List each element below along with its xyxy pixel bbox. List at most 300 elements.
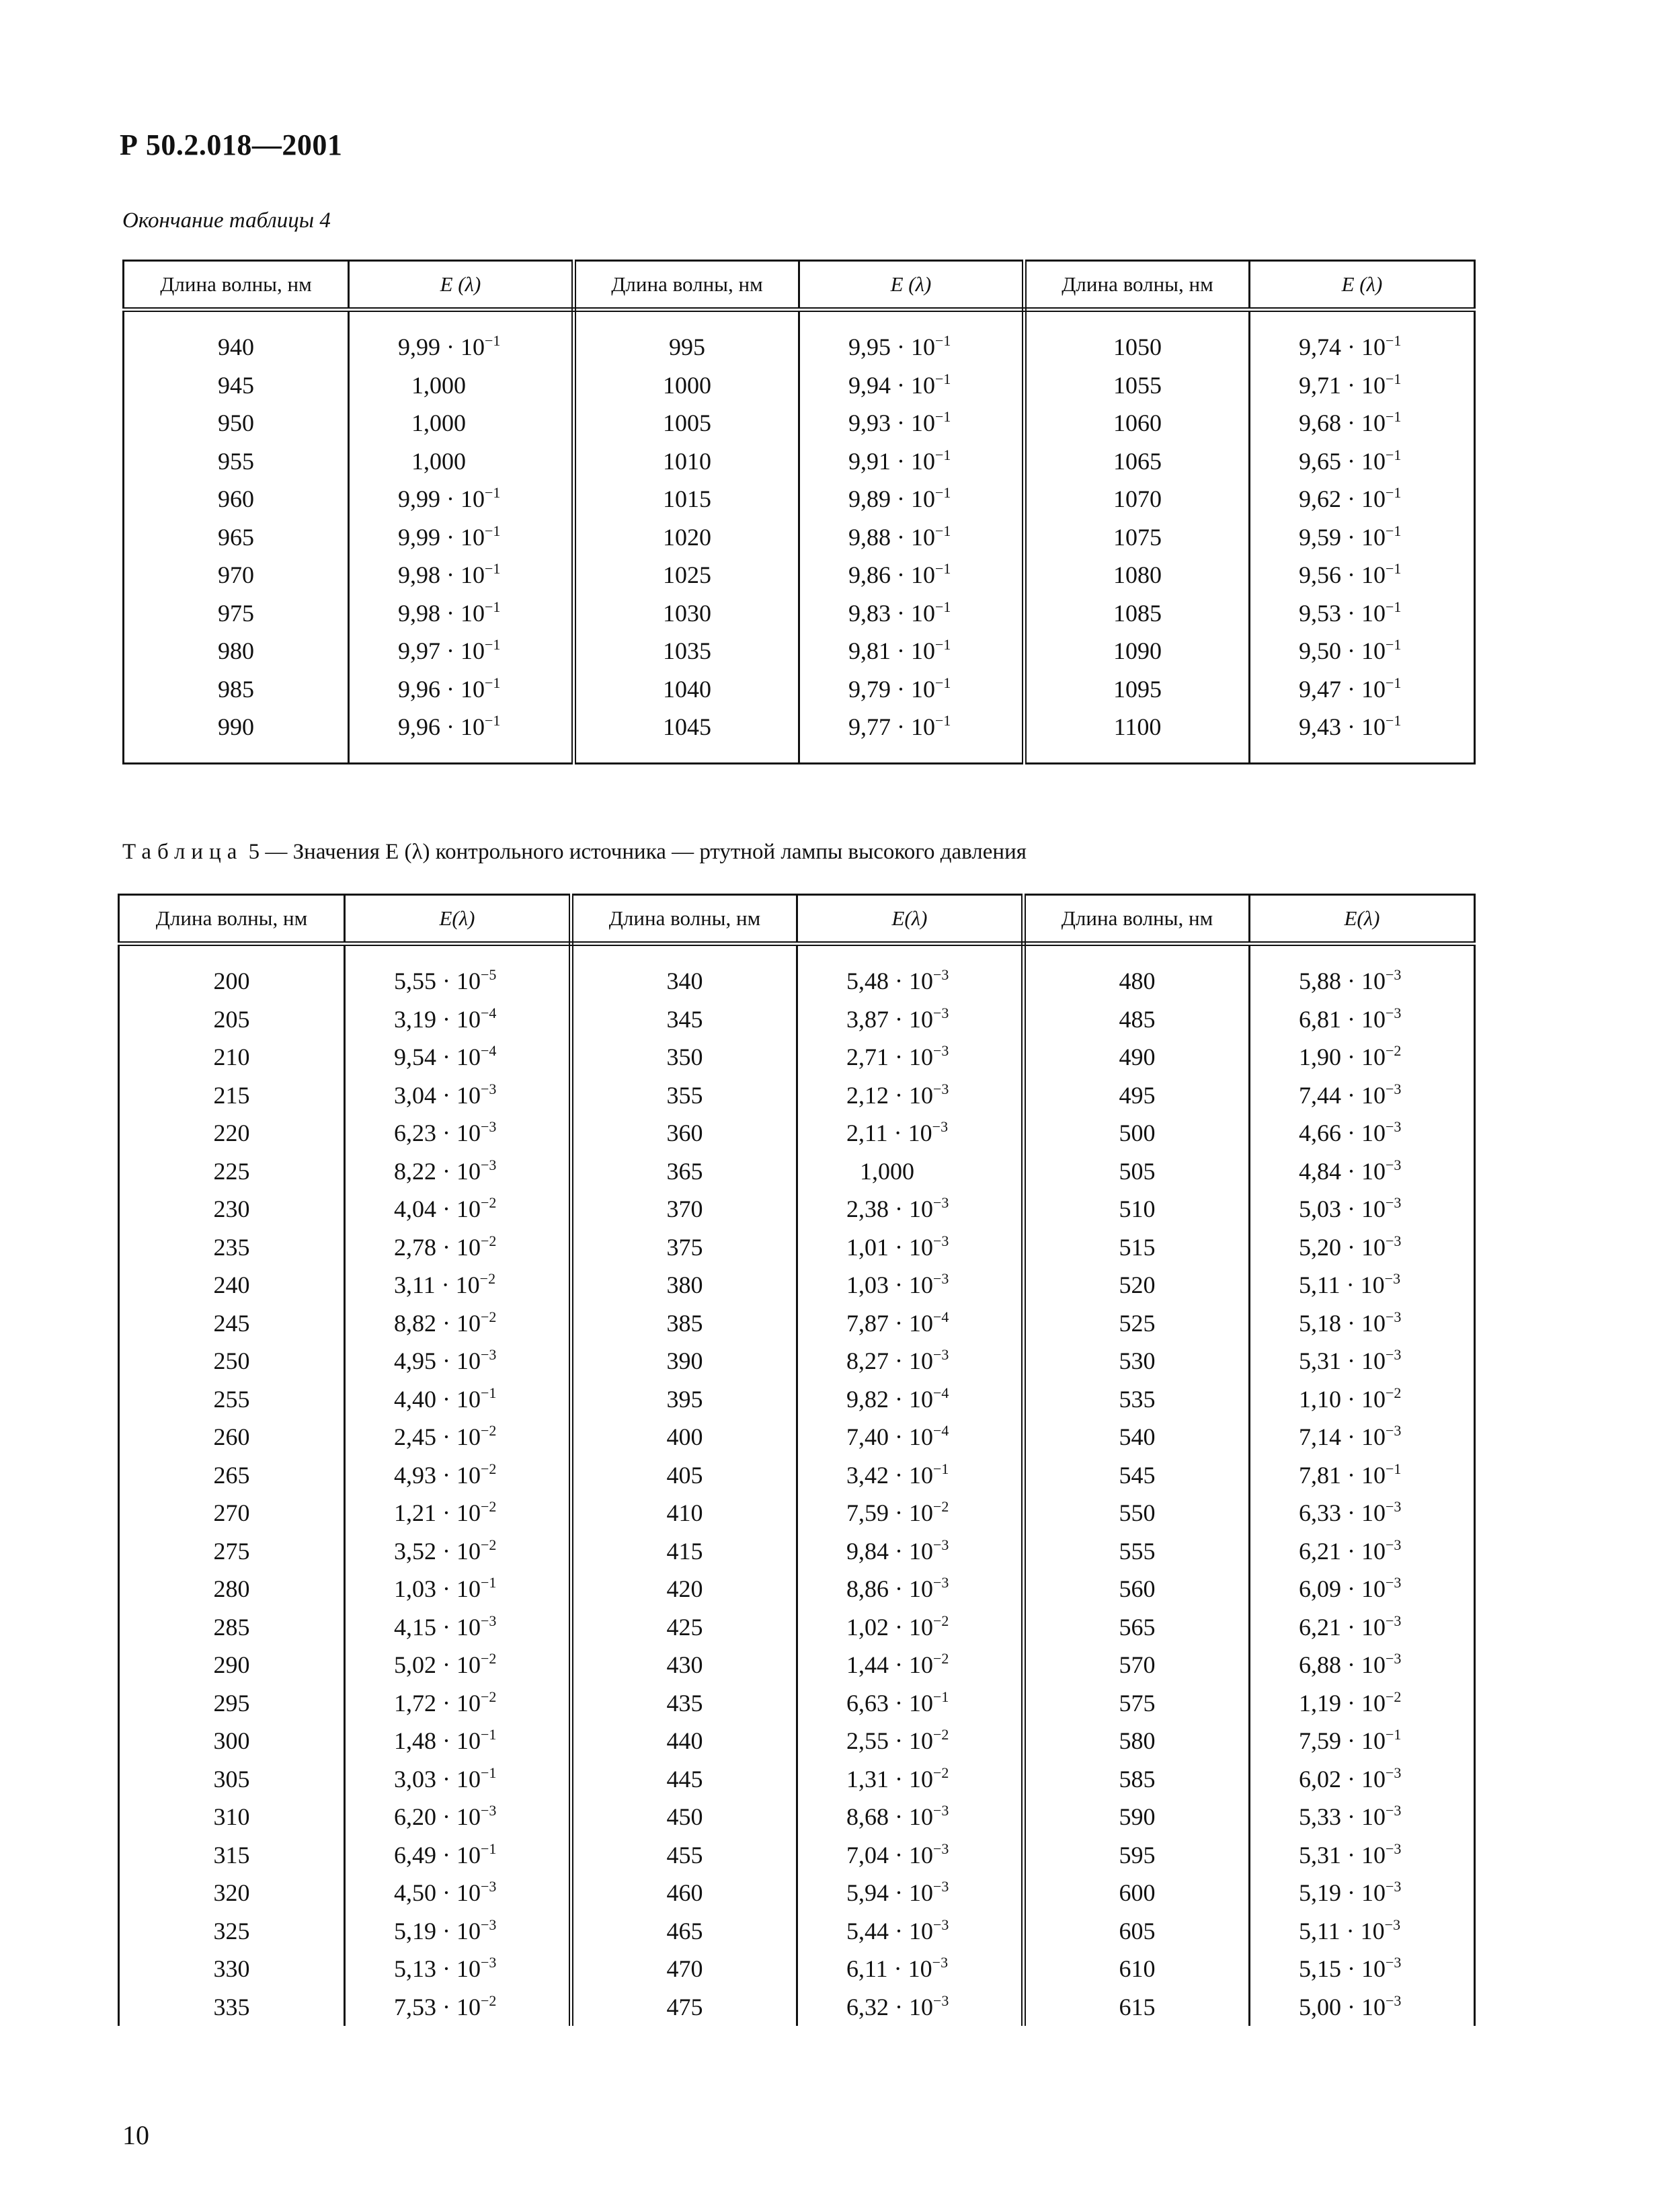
value-mantissa: 9,65 · 10	[1299, 447, 1386, 475]
table-row	[119, 1038, 1475, 1076]
table-row	[119, 1760, 1475, 1799]
wavelength-cell: 415	[571, 1532, 797, 1571]
irradiance-cell	[345, 1798, 571, 1836]
wavelength-cell: 1000	[574, 366, 799, 405]
irradiance-cell	[797, 1076, 1024, 1115]
wavelength-cell: 425	[571, 1608, 797, 1647]
value-mantissa: 2,45 · 10	[394, 1423, 481, 1451]
value-mantissa: 5,31 · 10	[1299, 1841, 1386, 1869]
value-exponent: −1	[1386, 522, 1402, 539]
irradiance-cell	[1250, 1000, 1475, 1039]
value-mantissa: 1,02 · 10	[846, 1613, 933, 1641]
irradiance-cell	[799, 328, 1025, 366]
value-mantissa: 8,68 · 10	[846, 1803, 933, 1831]
value-mantissa: 2,38 · 10	[846, 1195, 933, 1223]
wavelength-cell: 1050	[1025, 328, 1250, 366]
value-exponent: −2	[933, 1764, 949, 1781]
column-header-irradiance: E(λ)	[1250, 895, 1475, 944]
irradiance-cell	[1250, 1304, 1475, 1343]
value-exponent: −1	[485, 332, 501, 350]
irradiance-cell	[345, 1038, 571, 1076]
irradiance-cell	[345, 1836, 571, 1875]
value-mantissa: 7,04 · 10	[846, 1841, 933, 1869]
wavelength-cell: 275	[119, 1532, 345, 1571]
value-mantissa: 2,55 · 10	[846, 1727, 933, 1755]
wavelength-cell: 1090	[1025, 632, 1250, 670]
irradiance-cell	[1250, 1494, 1475, 1532]
value-exponent: −1	[1386, 446, 1402, 463]
value-mantissa: 9,47 · 10	[1299, 675, 1386, 703]
table-row	[124, 556, 1475, 594]
value-exponent: −1	[485, 560, 501, 578]
value-mantissa: 9,54 · 10	[394, 1044, 481, 1071]
wavelength-cell: 1030	[574, 594, 799, 633]
irradiance-cell	[799, 518, 1025, 557]
value-exponent: −2	[481, 1536, 497, 1553]
table-5	[118, 894, 1476, 2026]
table-row	[119, 1228, 1475, 1267]
value-exponent: −3	[933, 1878, 949, 1895]
value-exponent: −3	[481, 1156, 497, 1173]
wavelength-cell: 1095	[1025, 670, 1250, 709]
value-mantissa: 5,31 · 10	[1299, 1347, 1386, 1375]
wavelength-cell: 1070	[1025, 480, 1250, 518]
value-mantissa: 9,99 · 10	[398, 333, 485, 361]
value-mantissa: 6,02 · 10	[1299, 1765, 1386, 1793]
wavelength-cell: 955	[124, 442, 349, 481]
value-exponent: −1	[935, 408, 951, 426]
wavelength-cell: 365	[571, 1152, 797, 1191]
wavelength-cell: 1010	[574, 442, 799, 481]
table-row	[119, 1798, 1475, 1836]
wavelength-cell: 1040	[574, 670, 799, 709]
value-exponent: −3	[1386, 1080, 1402, 1097]
value-exponent: −1	[481, 1726, 497, 1743]
value-exponent: −3	[932, 1954, 949, 1971]
wavelength-cell: 320	[119, 1874, 345, 1912]
value-exponent: −1	[935, 598, 951, 615]
column-header-wavelength: Длина волны, нм	[1024, 895, 1250, 944]
table-row	[119, 1950, 1475, 1988]
irradiance-cell	[345, 1684, 571, 1723]
value-exponent: −3	[1386, 966, 1402, 984]
wavelength-cell: 255	[119, 1380, 345, 1419]
value-mantissa: 9,88 · 10	[848, 523, 935, 551]
value-exponent: −1	[935, 560, 951, 578]
column-header-irradiance: E(λ)	[797, 895, 1024, 944]
table-row	[119, 1722, 1475, 1760]
value-mantissa: 6,21 · 10	[1299, 1613, 1386, 1641]
value-exponent: −4	[481, 1004, 497, 1021]
value-mantissa: 9,81 · 10	[848, 637, 935, 665]
irradiance-cell	[799, 366, 1025, 405]
value-mantissa: 1,000	[411, 371, 466, 399]
irradiance-cell	[345, 1418, 571, 1456]
value-mantissa: 1,21 · 10	[394, 1499, 481, 1527]
irradiance-cell	[349, 556, 574, 594]
value-exponent: −3	[481, 1080, 497, 1097]
value-mantissa: 7,14 · 10	[1299, 1423, 1386, 1451]
irradiance-cell	[1250, 1456, 1475, 1495]
value-mantissa: 1,48 · 10	[394, 1727, 481, 1755]
value-mantissa: 5,02 · 10	[394, 1651, 481, 1679]
wavelength-cell: 1060	[1025, 404, 1250, 442]
wavelength-cell: 495	[1024, 1076, 1250, 1115]
value-exponent: −1	[485, 636, 501, 654]
value-exponent: −3	[1386, 1004, 1402, 1021]
irradiance-cell	[345, 1722, 571, 1760]
irradiance-cell	[1250, 518, 1475, 557]
irradiance-cell	[797, 1570, 1024, 1608]
value-mantissa: 4,40 · 10	[394, 1385, 481, 1413]
value-mantissa: 9,93 · 10	[848, 409, 935, 437]
irradiance-cell	[345, 1000, 571, 1039]
irradiance-cell	[799, 442, 1025, 481]
wavelength-cell: 340	[571, 962, 797, 1000]
table-row	[119, 1076, 1475, 1115]
irradiance-cell	[349, 632, 574, 670]
value-exponent: −2	[481, 1992, 497, 2009]
wavelength-cell: 305	[119, 1760, 345, 1799]
value-mantissa: 9,56 · 10	[1299, 561, 1386, 589]
wavelength-cell: 990	[124, 708, 349, 746]
value-mantissa: 4,66 · 10	[1299, 1119, 1386, 1147]
wavelength-cell: 530	[1024, 1342, 1250, 1380]
wavelength-cell: 565	[1024, 1608, 1250, 1647]
irradiance-cell	[797, 1836, 1024, 1875]
wavelength-cell: 1080	[1025, 556, 1250, 594]
wavelength-cell: 400	[571, 1418, 797, 1456]
wavelength-cell: 1035	[574, 632, 799, 670]
value-mantissa: 4,84 · 10	[1299, 1157, 1386, 1185]
value-mantissa: 9,89 · 10	[848, 485, 935, 513]
wavelength-cell: 355	[571, 1076, 797, 1115]
wavelength-cell: 280	[119, 1570, 345, 1608]
irradiance-cell	[345, 1532, 571, 1571]
wavelength-cell: 595	[1024, 1836, 1250, 1875]
value-exponent: −3	[1386, 1802, 1402, 1819]
wavelength-cell: 430	[571, 1646, 797, 1684]
irradiance-cell	[345, 962, 571, 1000]
spacer-row	[119, 944, 1475, 963]
irradiance-cell	[797, 1874, 1024, 1912]
value-exponent: −3	[1386, 1612, 1402, 1629]
irradiance-cell	[797, 1950, 1024, 1988]
irradiance-cell	[1250, 1722, 1475, 1760]
irradiance-cell	[799, 404, 1025, 442]
value-exponent: −3	[481, 1954, 497, 1971]
value-exponent: −1	[481, 1840, 497, 1857]
value-exponent: −3	[1386, 1954, 1402, 1971]
table-row	[119, 1152, 1475, 1191]
wavelength-cell: 490	[1024, 1038, 1250, 1076]
value-exponent: −1	[1386, 712, 1402, 730]
wavelength-cell: 980	[124, 632, 349, 670]
value-exponent: −3	[933, 1194, 949, 1212]
table-header-row	[124, 261, 1475, 310]
value-mantissa: 1,01 · 10	[846, 1233, 933, 1261]
irradiance-cell	[345, 1494, 571, 1532]
value-mantissa: 9,84 · 10	[846, 1537, 933, 1565]
wavelength-cell: 1020	[574, 518, 799, 557]
irradiance-cell	[797, 1912, 1024, 1951]
irradiance-cell	[1250, 962, 1475, 1000]
value-mantissa: 1,000	[411, 447, 466, 475]
value-mantissa: 4,04 · 10	[394, 1195, 481, 1223]
value-mantissa: 7,53 · 10	[394, 1993, 481, 2020]
wavelength-cell: 600	[1024, 1874, 1250, 1912]
irradiance-cell	[797, 1684, 1024, 1723]
value-mantissa: 1,03 · 10	[394, 1575, 481, 1603]
wavelength-cell: 960	[124, 480, 349, 518]
value-exponent: −2	[479, 1270, 496, 1288]
wavelength-cell: 350	[571, 1038, 797, 1076]
irradiance-cell	[797, 1608, 1024, 1647]
wavelength-cell: 250	[119, 1342, 345, 1380]
irradiance-cell	[1250, 1076, 1475, 1115]
irradiance-cell	[1250, 1646, 1475, 1684]
table-row	[124, 594, 1475, 633]
wavelength-cell: 200	[119, 962, 345, 1000]
value-mantissa: 9,91 · 10	[848, 447, 935, 475]
irradiance-cell	[1250, 366, 1475, 405]
value-exponent: −2	[1386, 1688, 1402, 1705]
wavelength-cell: 1075	[1025, 518, 1250, 557]
table4-continuation-caption: Окончание таблицы 4	[122, 208, 331, 233]
wavelength-cell: 520	[1024, 1266, 1250, 1304]
table-row	[119, 1456, 1475, 1495]
table-row	[119, 1874, 1475, 1912]
wavelength-cell: 965	[124, 518, 349, 557]
table-row	[119, 1494, 1475, 1532]
wavelength-cell: 460	[571, 1874, 797, 1912]
wavelength-cell: 240	[119, 1266, 345, 1304]
table-row	[119, 1418, 1475, 1456]
value-mantissa: 5,18 · 10	[1299, 1309, 1386, 1337]
table-row	[119, 1190, 1475, 1228]
value-mantissa: 9,59 · 10	[1299, 523, 1386, 551]
value-mantissa: 5,19 · 10	[1299, 1879, 1386, 1907]
value-mantissa: 9,98 · 10	[398, 561, 485, 589]
value-mantissa: 6,32 · 10	[846, 1993, 933, 2020]
value-mantissa: 9,82 · 10	[846, 1385, 933, 1413]
wavelength-cell: 555	[1024, 1532, 1250, 1571]
irradiance-cell	[349, 328, 574, 366]
irradiance-cell	[1250, 1836, 1475, 1875]
value-mantissa: 9,99 · 10	[398, 485, 485, 513]
value-mantissa: 6,11 · 10	[846, 1955, 932, 1983]
irradiance-cell	[345, 1266, 571, 1304]
value-mantissa: 5,94 · 10	[846, 1879, 933, 1907]
value-mantissa: 9,68 · 10	[1299, 409, 1386, 437]
value-mantissa: 5,44 · 10	[846, 1917, 933, 1944]
value-mantissa: 9,99 · 10	[398, 523, 485, 551]
irradiance-cell	[1250, 1912, 1475, 1951]
wavelength-cell: 475	[571, 1988, 797, 2027]
table-row	[124, 480, 1475, 518]
value-mantissa: 7,81 · 10	[1299, 1461, 1386, 1489]
value-mantissa: 3,87 · 10	[846, 1005, 933, 1033]
wavelength-cell: 210	[119, 1038, 345, 1076]
value-exponent: −3	[481, 1878, 497, 1895]
value-exponent: −3	[933, 1574, 949, 1592]
wavelength-cell: 1015	[574, 480, 799, 518]
wavelength-cell: 480	[1024, 962, 1250, 1000]
value-mantissa: 5,13 · 10	[394, 1955, 481, 1983]
irradiance-cell	[799, 556, 1025, 594]
value-mantissa: 9,86 · 10	[848, 561, 935, 589]
document-code: Р 50.2.018—2001	[120, 128, 343, 161]
irradiance-cell	[1250, 1152, 1475, 1191]
value-mantissa: 9,50 · 10	[1299, 637, 1386, 665]
wavelength-cell: 225	[119, 1152, 345, 1191]
value-exponent: −3	[1386, 1878, 1402, 1895]
value-mantissa: 5,33 · 10	[1299, 1803, 1386, 1831]
table4-body	[124, 310, 1475, 764]
irradiance-cell	[349, 670, 574, 709]
value-mantissa: 5,11 · 10	[1299, 1271, 1385, 1299]
value-mantissa: 4,95 · 10	[394, 1347, 481, 1375]
wavelength-cell: 610	[1024, 1950, 1250, 1988]
irradiance-cell	[1250, 1038, 1475, 1076]
irradiance-cell	[1250, 1228, 1475, 1267]
value-exponent: −4	[933, 1422, 949, 1440]
table-row	[119, 1380, 1475, 1419]
irradiance-cell	[797, 1228, 1024, 1267]
irradiance-cell	[1250, 1874, 1475, 1912]
irradiance-cell	[1250, 1570, 1475, 1608]
wavelength-cell: 465	[571, 1912, 797, 1951]
wavelength-cell: 265	[119, 1456, 345, 1495]
irradiance-cell	[345, 1646, 571, 1684]
value-mantissa: 2,11 · 10	[846, 1119, 932, 1147]
value-mantissa: 9,96 · 10	[398, 713, 485, 741]
value-mantissa: 1,10 · 10	[1299, 1385, 1386, 1413]
value-mantissa: 2,71 · 10	[846, 1044, 933, 1071]
value-exponent: −1	[481, 1384, 497, 1401]
value-exponent: −3	[481, 1346, 497, 1364]
wavelength-cell: 375	[571, 1228, 797, 1267]
value-mantissa: 5,48 · 10	[846, 968, 933, 995]
value-exponent: −3	[1386, 1992, 1402, 2009]
value-mantissa: 5,03 · 10	[1299, 1195, 1386, 1223]
wavelength-cell: 515	[1024, 1228, 1250, 1267]
value-exponent: −2	[933, 1612, 949, 1629]
irradiance-cell	[345, 1570, 571, 1608]
wavelength-cell: 290	[119, 1646, 345, 1684]
value-mantissa: 9,79 · 10	[848, 675, 935, 703]
table-row	[119, 1570, 1475, 1608]
irradiance-cell	[797, 1114, 1024, 1152]
wavelength-cell: 1055	[1025, 366, 1250, 405]
wavelength-cell: 410	[571, 1494, 797, 1532]
value-exponent: −3	[932, 1118, 949, 1136]
spacer-row	[124, 746, 1475, 764]
irradiance-cell	[349, 366, 574, 405]
wavelength-cell: 390	[571, 1342, 797, 1380]
value-exponent: −1	[485, 712, 501, 730]
table-row	[124, 518, 1475, 557]
value-exponent: −1	[935, 446, 951, 463]
value-mantissa: 7,59 · 10	[846, 1499, 933, 1527]
value-mantissa: 9,95 · 10	[848, 333, 935, 361]
wavelength-cell: 300	[119, 1722, 345, 1760]
table-row	[124, 328, 1475, 366]
value-exponent: −1	[1386, 636, 1402, 654]
wavelength-cell: 580	[1024, 1722, 1250, 1760]
table-header-row	[119, 895, 1475, 944]
value-mantissa: 9,71 · 10	[1299, 371, 1386, 399]
irradiance-cell	[1250, 632, 1475, 670]
value-exponent: −3	[1386, 1574, 1402, 1592]
wavelength-cell: 405	[571, 1456, 797, 1495]
wavelength-cell: 450	[571, 1798, 797, 1836]
table-row	[119, 1304, 1475, 1343]
value-exponent: −3	[1386, 1650, 1402, 1667]
value-exponent: −4	[933, 1308, 949, 1325]
irradiance-cell	[345, 1912, 571, 1951]
wavelength-cell: 260	[119, 1418, 345, 1456]
irradiance-cell	[345, 1076, 571, 1115]
wavelength-cell: 325	[119, 1912, 345, 1951]
value-exponent: −5	[481, 966, 497, 984]
value-exponent: −1	[935, 636, 951, 654]
wavelength-cell: 950	[124, 404, 349, 442]
value-exponent: −3	[1384, 1916, 1401, 1933]
wavelength-cell: 420	[571, 1570, 797, 1608]
wavelength-cell: 510	[1024, 1190, 1250, 1228]
irradiance-cell	[345, 1988, 571, 2027]
irradiance-cell	[345, 1950, 571, 1988]
value-exponent: −2	[481, 1650, 497, 1667]
value-mantissa: 1,000	[411, 409, 466, 437]
value-exponent: −1	[1386, 408, 1402, 426]
wavelength-cell: 385	[571, 1304, 797, 1343]
value-mantissa: 9,43 · 10	[1299, 713, 1386, 741]
wavelength-cell: 440	[571, 1722, 797, 1760]
value-exponent: −1	[1386, 598, 1402, 615]
irradiance-cell	[1250, 442, 1475, 481]
irradiance-cell	[1250, 1760, 1475, 1799]
column-header-irradiance: E (λ)	[799, 261, 1025, 310]
value-exponent: −1	[485, 484, 501, 502]
wavelength-cell: 570	[1024, 1646, 1250, 1684]
table-row	[119, 1912, 1475, 1951]
value-exponent: −3	[1386, 1422, 1402, 1440]
value-mantissa: 4,93 · 10	[394, 1461, 481, 1489]
value-mantissa: 1,03 · 10	[846, 1271, 933, 1299]
wavelength-cell: 1100	[1025, 708, 1250, 746]
column-header-wavelength: Длина волны, нм	[124, 261, 349, 310]
value-mantissa: 9,97 · 10	[398, 637, 485, 665]
table-row	[119, 1684, 1475, 1723]
irradiance-cell	[349, 594, 574, 633]
value-mantissa: 9,53 · 10	[1299, 599, 1386, 627]
value-exponent: −2	[1386, 1042, 1402, 1060]
value-exponent: −2	[933, 1650, 949, 1667]
value-exponent: −3	[933, 1270, 949, 1288]
value-mantissa: 3,52 · 10	[394, 1537, 481, 1565]
wavelength-cell: 455	[571, 1836, 797, 1875]
value-exponent: −3	[1386, 1118, 1402, 1136]
column-header-wavelength: Длина волны, нм	[574, 261, 799, 310]
value-mantissa: 5,88 · 10	[1299, 968, 1386, 995]
wavelength-cell: 485	[1024, 1000, 1250, 1039]
value-exponent: −1	[1386, 332, 1402, 350]
irradiance-cell	[345, 1152, 571, 1191]
value-mantissa: 8,27 · 10	[846, 1347, 933, 1375]
value-mantissa: 6,23 · 10	[394, 1119, 481, 1147]
